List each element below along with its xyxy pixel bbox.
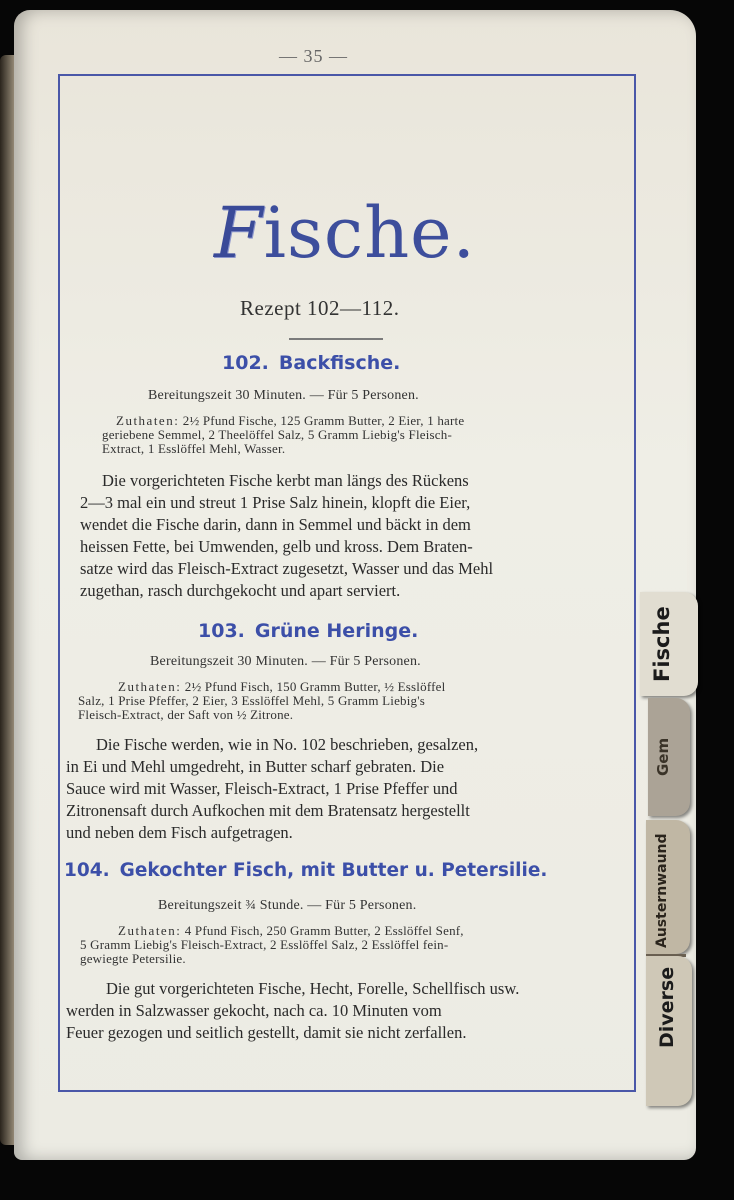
recipe-number: 102. — [222, 352, 269, 374]
recipe-ingredients-102 — [102, 414, 602, 456]
text-line: heissen Fette, bei Umwenden, gelb und kross. Dem Braten- — [80, 537, 473, 556]
recipe-heading-104 — [64, 860, 547, 881]
ingredients-line: 5 Gramm Liebig's Fleisch-Extract, 2 Esslöffel Salz, 2 Esslöffel fein- — [80, 937, 449, 952]
recipe-text-102 — [80, 470, 618, 602]
recipe-text-104 — [66, 978, 606, 1044]
book-page — [14, 10, 696, 1160]
ingredients-line: Zuthaten: 4 Pfund Fisch, 250 Gramm Butter, 2 Esslöffel Senf, — [118, 923, 464, 938]
ingredients-line: geriebene Semmel, 2 Theelöffel Salz, 5 Gramm Liebig's Fleisch- — [102, 427, 452, 442]
text-line: 2—3 mal ein und streut 1 Prise Salz hinein, klopft die Eier, — [80, 493, 471, 512]
recipe-number: 103. — [198, 620, 245, 642]
tab-gemuese[interactable] — [648, 698, 690, 816]
text-line: Die gut vorgerichteten Fische, Hecht, Forelle, Schellfisch usw. — [106, 979, 520, 998]
text-line: Sauce wird mit Wasser, Fleisch-Extract, 1 Prise Pfeffer und — [66, 779, 458, 798]
ingredients-lead: Zuthaten: — [116, 413, 180, 428]
ingredients-line: Extract, 1 Esslöffel Mehl, Wasser. — [102, 441, 286, 456]
chapter-title — [214, 192, 476, 274]
text-line: Zitronensaft durch Aufkochen mit dem Bratensatz hergestellt — [66, 801, 470, 820]
recipe-heading-102 — [222, 352, 400, 374]
tab-label: Diverse — [656, 966, 678, 1048]
ingredients-line: Zuthaten: 2½ Pfund Fisch, 150 Gramm Butter, ½ Esslöffel — [118, 679, 446, 694]
text-line: zugethan, rasch durchgekocht und apart serviert. — [80, 581, 401, 600]
recipe-heading-103 — [198, 620, 418, 642]
ingredients-line: Fleisch-Extract, der Saft von ½ Zitrone. — [78, 707, 294, 722]
ingredients-lead: Zuthaten: — [118, 923, 182, 938]
recipe-meta-103: Bereitungszeit 30 Minuten. — Für 5 Personen. — [150, 654, 421, 669]
recipe-range: Rezept 102—112. — [240, 296, 400, 320]
recipe-ingredients-104 — [80, 924, 620, 966]
text-line: und neben dem Fisch aufgetragen. — [66, 823, 293, 842]
divider-rule — [289, 338, 383, 340]
recipe-text-103 — [66, 734, 614, 844]
recipe-meta-102: Bereitungszeit 30 Minuten. — Für 5 Personen. — [148, 388, 419, 403]
text-line: werden in Salzwasser gekocht, nach ca. 10 Minuten vom — [66, 1001, 442, 1020]
recipe-ingredients-103 — [78, 680, 618, 722]
text-line: in Ei und Mehl umgedreht, in Butter scharf gebraten. Die — [66, 757, 445, 776]
tab-fische[interactable] — [640, 592, 698, 696]
ingredients-line: gewiegte Petersilie. — [80, 951, 186, 966]
recipe-title: Gekochter Fisch, mit Butter u. Petersilie. — [119, 860, 548, 881]
chapter-title-rest: ische. — [263, 192, 476, 274]
tab-austern[interactable] — [646, 820, 690, 954]
recipe-number: 104. — [64, 860, 110, 881]
text-line: satze wird das Fleisch-Extract zugesetzt, Wasser und das Mehl — [80, 559, 494, 578]
page-number: — 35 — — [279, 46, 348, 66]
recipe-title: Backfische. — [278, 352, 401, 374]
chapter-title-initial: F — [214, 192, 264, 274]
tab-label: Gem — [654, 737, 672, 776]
recipe-title: Grüne Heringe. — [254, 620, 419, 642]
ingredients-line: Zuthaten: 2½ Pfund Fische, 125 Gramm Butter, 2 Eier, 1 harte — [116, 413, 465, 428]
tab-label: Fische — [650, 606, 674, 682]
tab-diverse[interactable] — [646, 956, 692, 1106]
tab-label: Austernwaund — [654, 833, 670, 948]
recipe-meta-104: Bereitungszeit ¾ Stunde. — Für 5 Personen. — [158, 898, 417, 913]
text-line: Feuer gezogen und seitlich gestellt, damit sie nicht zerfallen. — [66, 1023, 467, 1042]
ingredients-lead: Zuthaten: — [118, 679, 182, 694]
text-line: Die Fische werden, wie in No. 102 beschrieben, gesalzen, — [96, 735, 479, 754]
text-line: wendet die Fische darin, dann in Semmel und bäckt in dem — [80, 515, 471, 534]
ingredients-line: Salz, 1 Prise Pfeffer, 2 Eier, 3 Esslöffel Mehl, 5 Gramm Liebig's — [78, 693, 426, 708]
text-line: Die vorgerichteten Fische kerbt man längs des Rückens — [102, 471, 469, 490]
